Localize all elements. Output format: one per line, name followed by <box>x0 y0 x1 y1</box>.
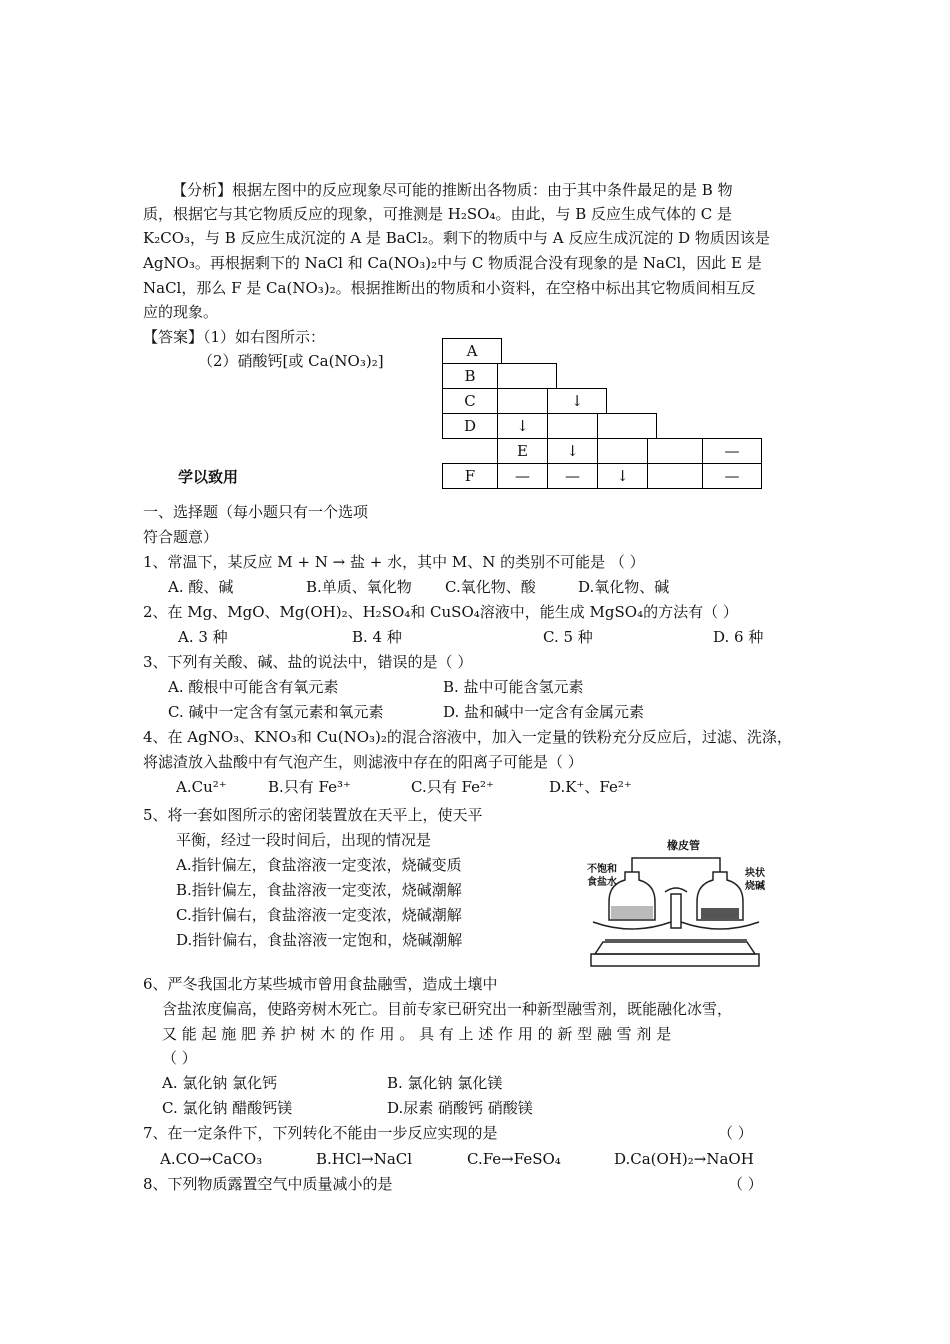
figure-label-left-1: 不饱和 <box>587 864 617 875</box>
section-heading: 学以致用 <box>178 468 239 486</box>
q1-stem: 1、常温下，某反应 M + N → 盐 + 水，其中 M、N 的类别不可能是 （ ） <box>143 553 645 571</box>
q3-option-c: C. 碱中一定含有氢元素和氧元素 <box>168 703 384 721</box>
table-cell: ↓ <box>547 438 598 464</box>
q7-option-b: B.HCl→NaCl <box>316 1150 413 1168</box>
q5-option-b: B.指针偏左，食盐溶液一定变浓，烧碱潮解 <box>176 881 462 899</box>
q2-option-c: C. 5 种 <box>543 628 593 646</box>
analysis-line-1: 【分析】根据左图中的反应现象尽可能的推断出各物质：由于其中条件最足的是 B 物 <box>172 181 733 199</box>
q8-bracket: （ ） <box>728 1175 763 1193</box>
table-cell <box>647 438 703 464</box>
q1-option-d: D.氧化物、碱 <box>578 578 670 596</box>
q5-option-c: C.指针偏右，食盐溶液一定变浓，烧碱潮解 <box>176 906 462 924</box>
q6-option-c: C. 氯化钠 醋酸钙镁 <box>162 1099 293 1117</box>
q2-stem: 2、在 Mg、MgO、Mg(OH)₂、H₂SO₄和 CuSO₄溶液中，能生成 MgSO₄的方法有（ ） <box>143 603 738 621</box>
q4-option-b: B.只有 Fe³⁺ <box>268 778 351 796</box>
answer-line-1: 【答案】（1）如右图所示： <box>143 328 326 346</box>
table-cell <box>597 438 648 464</box>
q6-stem-line-2: 含盐浓度偏高，使路旁树木死亡。目前专家已研究出一种新型融雪剂，既能融化冰雪， <box>162 1000 733 1018</box>
figure-label-right-2: 烧碱 <box>745 881 765 892</box>
q3-stem: 3、下列有关酸、碱、盐的说法中，错误的是（ ） <box>143 653 473 671</box>
table-cell <box>597 413 657 439</box>
q6-stem-line-4: （ ） <box>162 1049 197 1067</box>
table-label-f: F <box>442 463 498 489</box>
balance-apparatus-figure <box>585 832 765 977</box>
q1-option-b: B.单质、氧化物 <box>306 578 412 596</box>
q2-option-d: D. 6 种 <box>713 628 764 646</box>
table-cell <box>497 388 548 414</box>
q6-stem-line-3: 又 能 起 施 肥 养 护 树 木 的 作 用 。 具 有 上 述 作 用 的 新 型 融 雪 剂 是 <box>162 1025 672 1043</box>
table-label-a: A <box>442 338 502 364</box>
q8-stem: 8、下列物质露置空气中质量减小的是 <box>143 1175 393 1193</box>
table-cell: — <box>497 463 548 489</box>
q5-stem-line-2: 平衡，经过一段时间后，出现的情况是 <box>176 831 432 849</box>
table-cell <box>547 413 598 439</box>
table-cell: ↓ <box>497 413 548 439</box>
q7-option-c: C.Fe→FeSO₄ <box>467 1150 561 1168</box>
q2-option-a: A. 3 种 <box>178 628 228 646</box>
q4-option-c: C.只有 Fe²⁺ <box>411 778 494 796</box>
q5-option-a: A.指针偏左，食盐溶液一定变浓，烧碱变质 <box>176 856 462 874</box>
table-label-e: E <box>497 438 548 464</box>
caustic-soda-lumps <box>701 908 739 919</box>
table-cell: ↓ <box>547 388 607 414</box>
q6-option-d: D.尿素 硝酸钙 硝酸镁 <box>387 1099 533 1117</box>
q6-option-b: B. 氯化钠 氯化镁 <box>387 1074 503 1092</box>
answer-line-2: （2）硝酸钙[或 Ca(NO₃)₂] <box>198 352 384 370</box>
analysis-line-3: K₂CO₃，与 B 反应生成沉淀的 A 是 BaCl₂。剩下的物质中与 A 反应生成沉淀的 D 物质因该是 <box>143 229 770 247</box>
q3-option-b: B. 盐中可能含氢元素 <box>443 678 584 696</box>
analysis-line-4: AgNO₃。再根据剩下的 NaCl 和 Ca(NO₃)₂中与 C 物质混合没有现象的是 NaCl，因此 E 是 <box>143 254 762 272</box>
part-heading-line-1: 一、选择题（每小题只有一个选项 <box>143 503 369 521</box>
part-heading-line-2: 符合题意） <box>143 528 219 546</box>
table-cell <box>497 363 557 389</box>
q4-option-a: A.Cu²⁺ <box>176 778 227 796</box>
q7-option-a: A.CO→CaCO₃ <box>160 1150 263 1168</box>
table-label-c: C <box>442 388 498 414</box>
q4-stem-line-2: 将滤渣放入盐酸中有气泡产生，则滤液中存在的阳离子可能是（ ） <box>143 753 583 771</box>
table-cell: ↓ <box>597 463 648 489</box>
table-label-b: B <box>442 363 498 389</box>
analysis-line-5: NaCl，那么 F 是 Ca(NO₃)₂。根据推断出的物质和小资料，在空格中标出其它物质间相互反 <box>143 279 756 297</box>
q1-option-c: C.氧化物、酸 <box>445 578 536 596</box>
table-label-d: D <box>442 413 498 439</box>
q7-option-d: D.Ca(OH)₂→NaOH <box>614 1150 754 1168</box>
table-cell: — <box>702 463 762 489</box>
q3-option-d: D. 盐和碱中一定含有金属元素 <box>443 703 645 721</box>
q5-stem-line-1: 5、将一套如图所示的密闭装置放在天平上，使天平 <box>143 806 483 824</box>
q5-option-d: D.指针偏右，食盐溶液一定饱和，烧碱潮解 <box>176 931 463 949</box>
q7-bracket: （ ） <box>718 1124 753 1142</box>
q4-option-d: D.K⁺、Fe²⁺ <box>549 778 632 796</box>
analysis-line-6: 应的现象。 <box>143 303 219 321</box>
table-cell: — <box>547 463 598 489</box>
table-cell: — <box>702 438 762 464</box>
q3-option-a: A. 酸根中可能含有氧元素 <box>168 678 339 696</box>
q7-stem: 7、在一定条件下，下列转化不能由一步反应实现的是 <box>143 1124 498 1142</box>
q4-stem-line-1: 4、在 AgNO₃、KNO₃和 Cu(NO₃)₂的混合溶液中，加入一定量的铁粉充分反应后，过滤、洗涤， <box>143 728 792 746</box>
figure-label-left-2: 食盐水 <box>587 877 617 888</box>
figure-label-tube: 橡皮管 <box>667 839 700 852</box>
q6-stem-line-1: 6、严冬我国北方某些城市曾用食盐融雪，造成土壤中 <box>143 975 498 993</box>
analysis-line-2: 质，根据它与其它物质反应的现象，可推测是 H₂SO₄。由此，与 B 反应生成气体的 C 是 <box>143 205 733 223</box>
q1-option-a: A. 酸、碱 <box>168 578 234 596</box>
q6-option-a: A. 氯化钠 氯化钙 <box>162 1074 278 1092</box>
figure-label-right-1: 块状 <box>745 868 765 879</box>
table-cell <box>647 463 703 489</box>
q2-option-b: B. 4 种 <box>352 628 402 646</box>
salt-solution <box>611 906 653 919</box>
